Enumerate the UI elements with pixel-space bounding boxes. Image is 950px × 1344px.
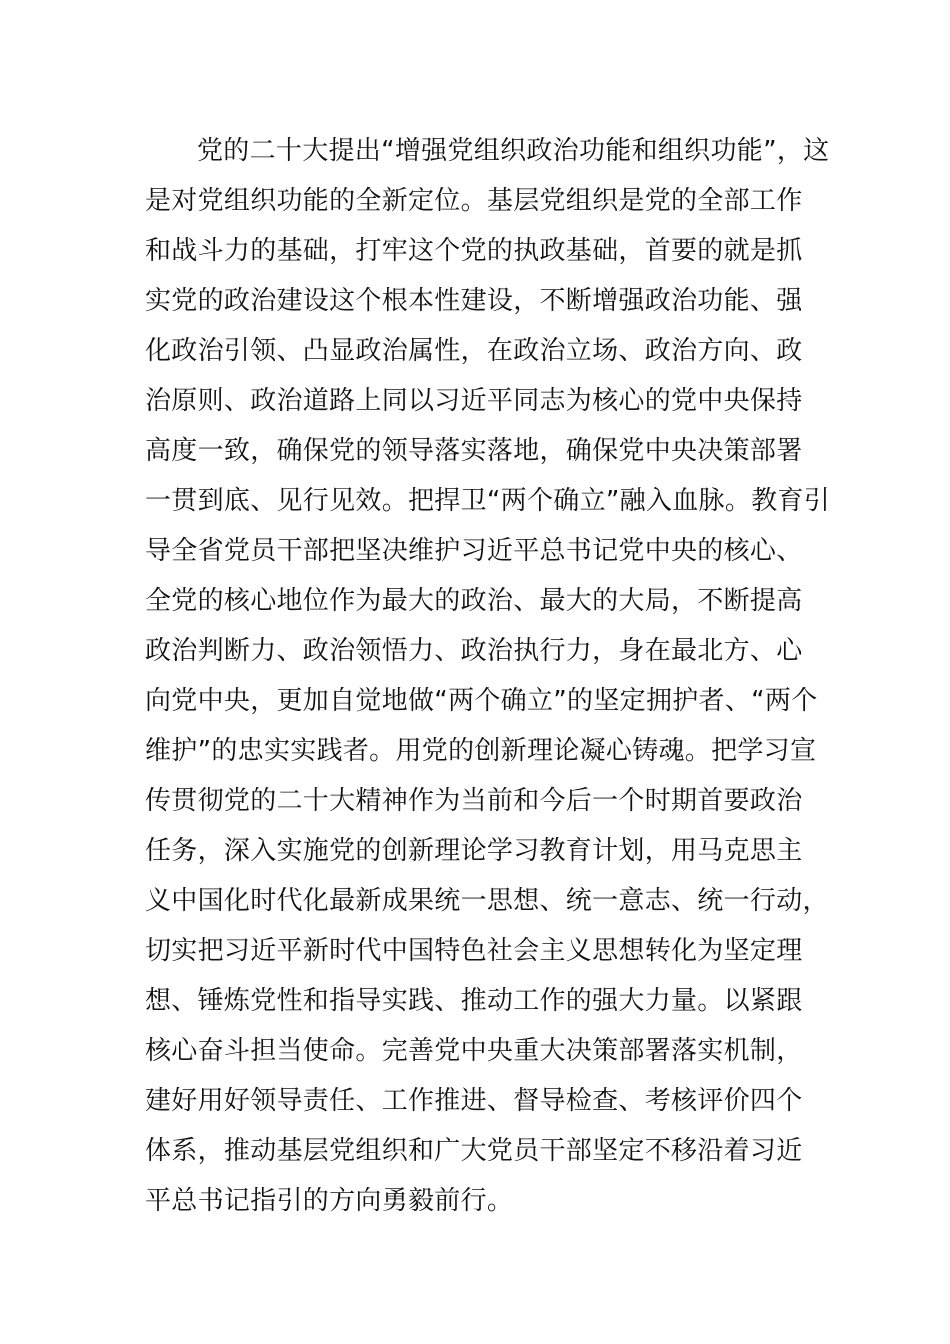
paragraph-line: 导全省党员干部把坚决维护习近平总书记党中央的核心、 [145, 536, 803, 566]
body-paragraph [145, 126, 831, 1226]
paragraph-line: 维护”的忠实实践者。用党的创新理论凝心铸魂。把学习宣 [145, 736, 817, 766]
paragraph-line: 化政治引领、凸显政治属性，在政治立场、政治方向、政 [145, 336, 803, 366]
paragraph-line: 一贯到底、见行见效。把捍卫“两个确立”融入血脉。教育引 [145, 486, 831, 516]
paragraph-line: 全党的核心地位作为最大的政治、最大的大局，不断提高 [145, 586, 803, 616]
paragraph-line: 建好用好领导责任、工作推进、督导检查、考核评价四个 [145, 1086, 803, 1116]
paragraph-line: 政治判断力、政治领悟力、政治执行力，身在最北方、心 [145, 636, 803, 666]
paragraph-line: 传贯彻党的二十大精神作为当前和今后一个时期首要政治 [145, 786, 803, 816]
paragraph-line: 义中国化时代化最新成果统一思想、统一意志、统一行动， [145, 886, 829, 916]
paragraph-line: 治原则、政治道路上同以习近平同志为核心的党中央保持 [145, 386, 803, 416]
paragraph-line: 和战斗力的基础，打牢这个党的执政基础，首要的就是抓 [145, 236, 803, 266]
paragraph-line: 想、锤炼党性和指导实践、推动工作的强大力量。以紧跟 [145, 986, 803, 1016]
paragraph-line: 向党中央，更加自觉地做“两个确立”的坚定拥护者、“两个 [145, 686, 818, 716]
paragraph-line: 实党的政治建设这个根本性建设，不断增强政治功能、强 [145, 286, 803, 316]
paragraph-line: 高度一致，确保党的领导落实落地，确保党中央决策部署 [145, 436, 803, 466]
paragraph-line: 党的二十大提出“增强党组织政治功能和组织功能”，这 [197, 136, 830, 166]
paragraph-line: 体系，推动基层党组织和广大党员干部坚定不移沿着习近 [145, 1136, 803, 1166]
paragraph-line: 切实把习近平新时代中国特色社会主义思想转化为坚定理 [145, 936, 803, 966]
paragraph-line: 平总书记指引的方向勇毅前行。 [145, 1186, 514, 1216]
paragraph-line: 核心奋斗担当使命。完善党中央重大决策部署落实机制， [145, 1036, 803, 1066]
paragraph-line: 任务，深入实施党的创新理论学习教育计划，用马克思主 [145, 836, 803, 866]
paragraph-line: 是对党组织功能的全新定位。基层党组织是党的全部工作 [145, 186, 803, 216]
